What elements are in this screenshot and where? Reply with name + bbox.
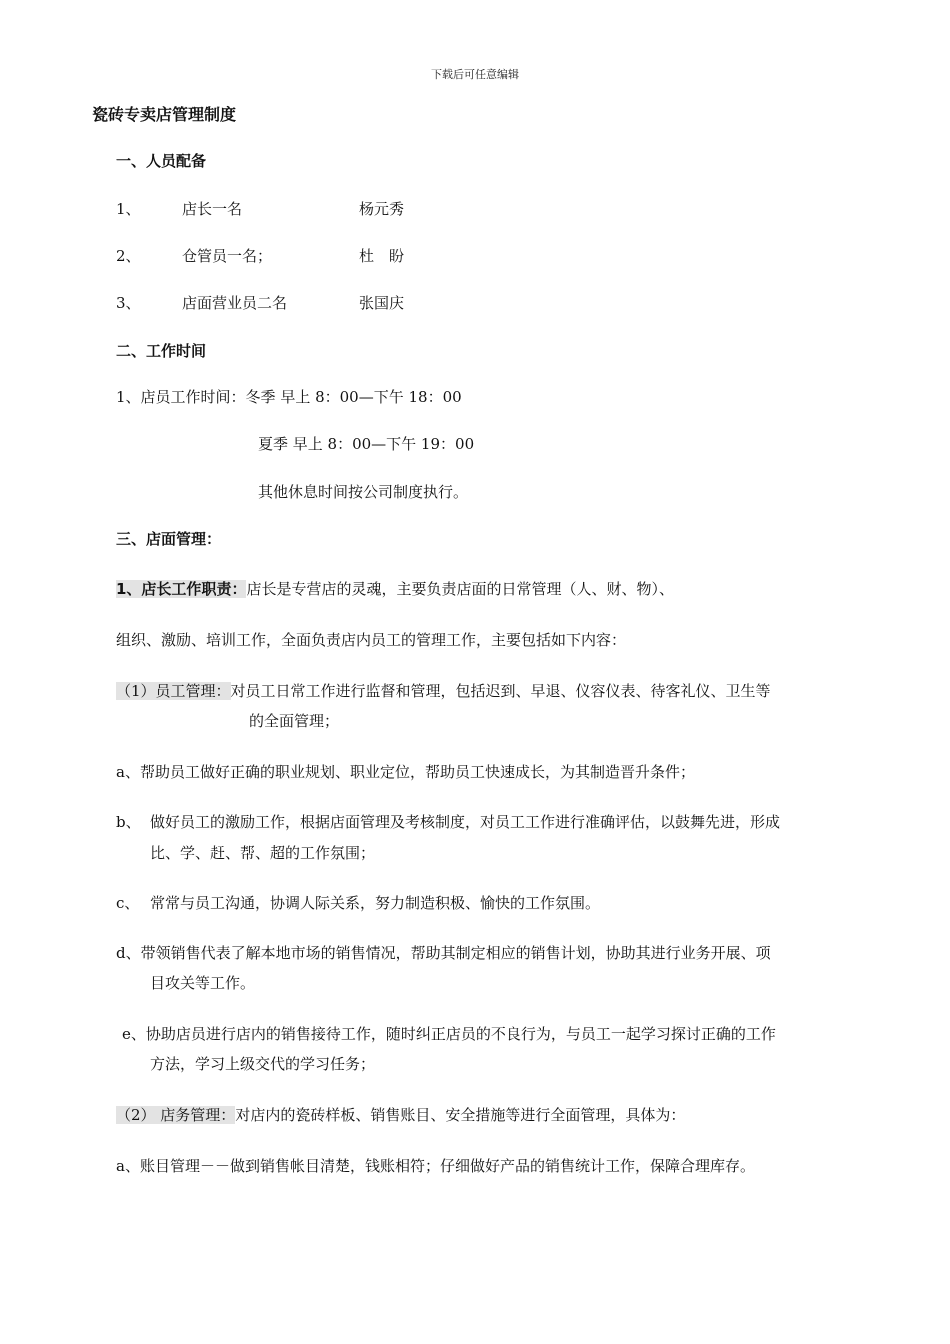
section-heading-staffing: 一、人员配备 <box>116 152 207 170</box>
section-heading-hours: 二、工作时间 <box>116 342 207 360</box>
row-role: 店面营业员二名 <box>182 294 288 312</box>
list-item-d: d、带领销售代表了解本地市场的销售情况，帮助其制定相应的销售计划，协助其进行业务开展、项 <box>116 944 771 962</box>
staff-management-label: （1）员工管理： <box>116 682 231 700</box>
hours-summer: 夏季 早上 8：00—下午 19：00 <box>258 435 475 453</box>
list-item-b-line2: 比、学、赶、帮、超的工作氛围； <box>150 844 376 862</box>
staff-management-line <box>116 680 771 701</box>
list-item-c-marker: c、 <box>116 894 140 912</box>
list-item-a: a、帮助员工做好正确的职业规划、职业定位，帮助员工快速成长，为其制造晋升条件； <box>116 763 695 781</box>
row-role: 仓管员一名； <box>182 247 273 265</box>
store-item-a: a、账目管理－－做到销售帐目清楚，钱账相符；仔细做好产品的销售统计工作，保障合理库存。 <box>116 1157 755 1175</box>
list-item-e: e、协助店员进行店内的销售接待工作，随时纠正店员的不良行为，与员工一起学习探讨正确的工作 <box>122 1025 776 1043</box>
store-affairs-text: 对店内的瓷砖样板、销售账目、安全措施等进行全面管理，具体为： <box>235 1106 686 1124</box>
row-number: 3、 <box>116 294 141 312</box>
list-item-b-marker: b、 <box>116 813 141 831</box>
document-title: 瓷砖专卖店管理制度 <box>92 105 237 124</box>
header-note: 下载后可任意编辑 <box>431 68 519 81</box>
row-number: 2、 <box>116 247 141 265</box>
row-person: 杜 盼 <box>359 247 405 265</box>
row-number: 1、 <box>116 200 141 218</box>
list-item-c: 常常与员工沟通，协调人际关系，努力制造积极、愉快的工作氛围。 <box>150 894 601 912</box>
row-role: 店长一名 <box>182 200 243 218</box>
store-affairs-line <box>116 1104 685 1125</box>
manager-duties-text: 店长是专营店的灵魂，主要负责店面的日常管理（人、财、物）、 <box>246 580 674 598</box>
store-affairs-label: （2） 店务管理： <box>116 1106 236 1124</box>
manager-duties-line2: 组织、激励、培训工作，全面负责店内员工的管理工作，主要包括如下内容： <box>116 631 627 649</box>
row-person: 张国庆 <box>359 294 405 312</box>
staff-management-text: 对员工日常工作进行监督和管理，包括迟到、早退、仪容仪表、待客礼仪、卫生等 <box>230 682 771 700</box>
staff-management-line2: 的全面管理； <box>249 712 340 730</box>
hours-winter: 1、店员工作时间：冬季 早上 8：00—下午 18：00 <box>116 388 462 406</box>
hours-other: 其他休息时间按公司制度执行。 <box>258 483 469 501</box>
list-item-d-line2: 目攻关等工作。 <box>150 974 256 992</box>
list-item-e-line2: 方法，学习上级交代的学习任务； <box>150 1055 376 1073</box>
manager-duties-line <box>116 578 674 599</box>
row-person: 杨元秀 <box>359 200 405 218</box>
section-heading-store: 三、店面管理： <box>116 530 222 548</box>
manager-duties-label: 1、店长工作职责： <box>116 580 247 598</box>
list-item-b: 做好员工的激励工作，根据店面管理及考核制度，对员工工作进行准确评估，以鼓舞先进，形成 <box>150 813 781 831</box>
